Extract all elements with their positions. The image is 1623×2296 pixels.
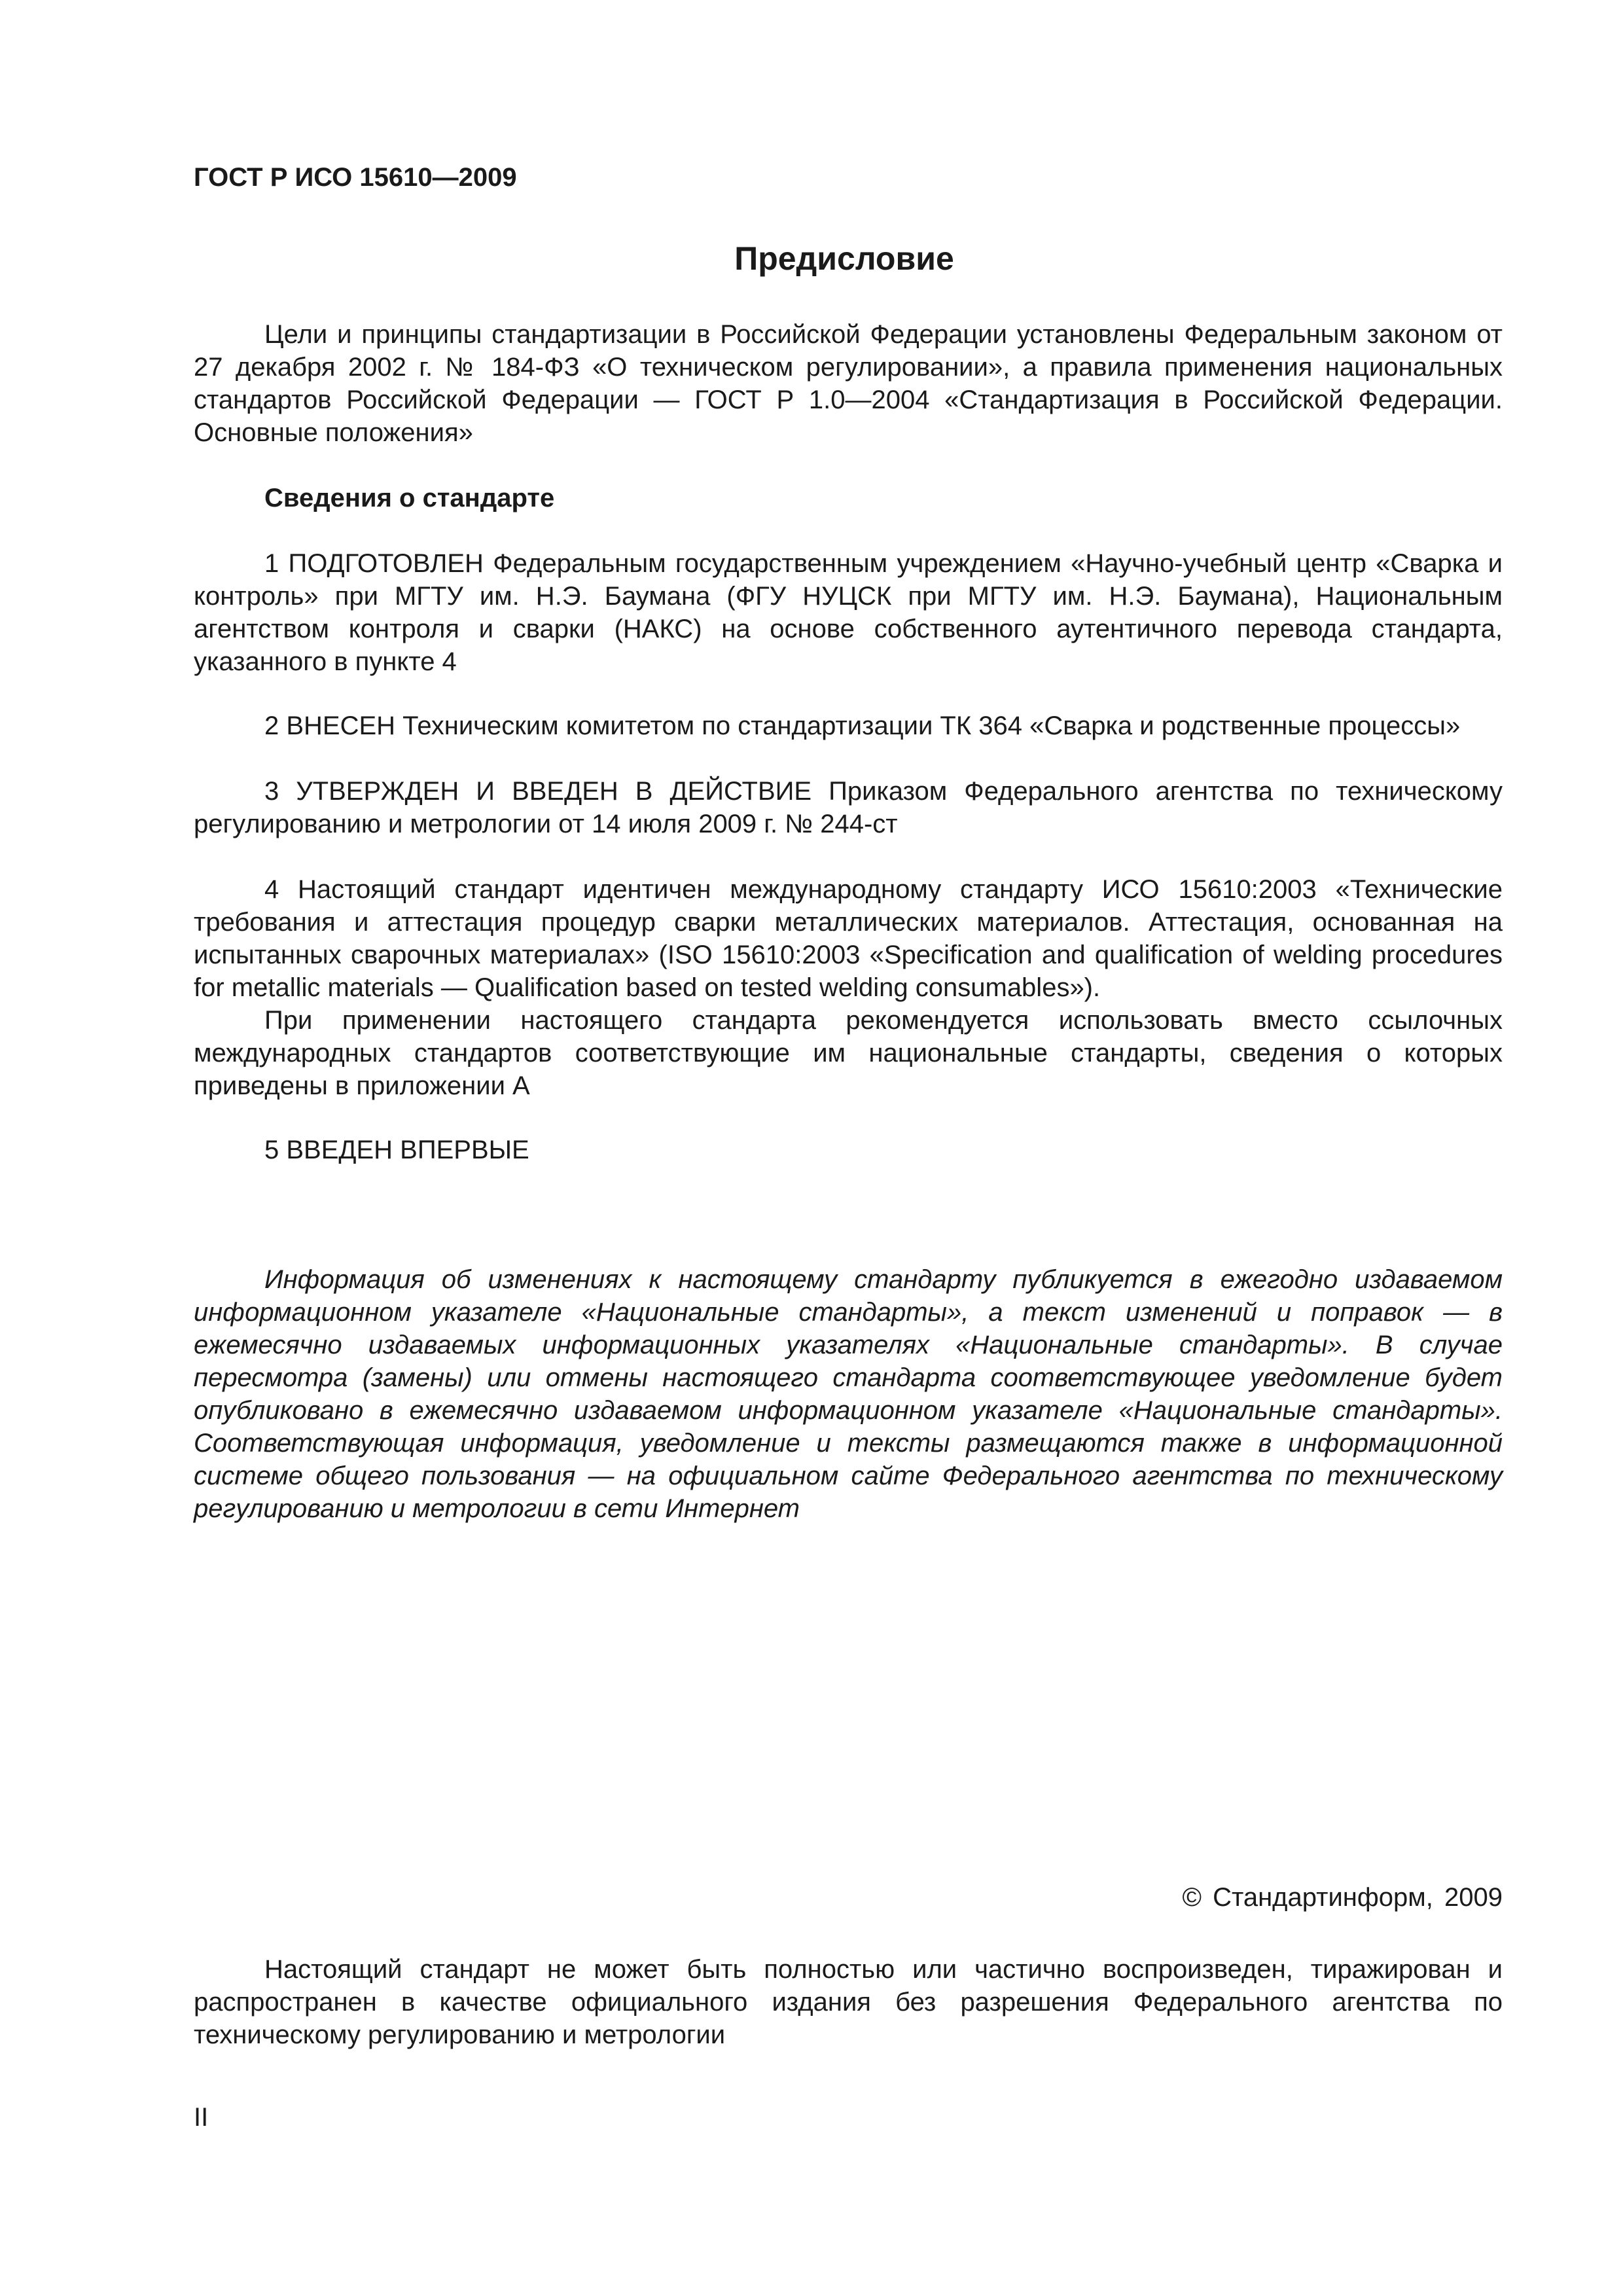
item-introduced: 2 ВНЕСЕН Техническим комитетом по стандартизации ТК 364 «Сварка и родственные процессы» xyxy=(264,711,1461,740)
copyright-line: © Стандартинформ, 2009 xyxy=(1182,1883,1503,1912)
item-identical: 4 Настоящий стандарт идентичен международному стандарту ИСО 15610:2003 «Технические требования и аттестация процедур сварки металлических материалов. Аттестация, основанная на испытанных сварочных материалах» (ISO 15610:2003 «Specification and qualification of welding procedures for metallic materials — Qualification based on tested welding consumables»). xyxy=(194,875,1503,1002)
item-prepared: 1 ПОДГОТОВЛЕН Федеральным государственным учреждением «Научно-учебный центр «Сварка и контроль» при МГТУ им. Н.Э. Баумана (ФГУ НУЦСК при МГТУ им. Н.Э. Баумана), Национальным агентством контроля и сварки (НАКС) на основе собственного аутентичного перевода стандарта, указанного в пункте 4 xyxy=(194,549,1503,676)
item-references-note: При применении настоящего стандарта рекомендуется использовать вместо ссылочных международных стандартов соответствующие им национальные стандарты, сведения о которых приведены в приложении А xyxy=(194,1006,1503,1100)
reproduction-notice: Настоящий стандарт не может быть полностью или частично воспроизведен, тиражирован и распространен в качестве официального издания без разрешения Федерального агентства по техническому регулированию и метрологии xyxy=(194,1955,1503,2049)
changes-notice: Информация об изменениях к настоящему стандарту публикуется в ежегодно издаваемом информационном указателе «Национальные стандарты», а текст изменений и поправок — в ежемесячно издаваемых информационных указателях «Национальные стандарты». В случае пересмотра (замены) или отмены настоящего стандарта соответствующее уведомление будет опубликовано в ежемесячно издаваемом информационном указателе «Национальные стандарты». Соответствующая информация, уведомление и тексты размещаются также в информационной системе общего пользования — на официальном сайте Федерального агентства по техническому регулированию и метрологии в сети Интернет xyxy=(194,1265,1503,1523)
item-approved: 3 УТВЕРЖДЕН И ВВЕДЕН В ДЕЙСТВИЕ Приказом Федерального агентства по техническому регулированию и метрологии от 14 июля 2009 г. № 244-ст xyxy=(194,777,1503,838)
intro-paragraph: Цели и принципы стандартизации в Российской Федерации установлены Федеральным законом от 27 декабря 2002 г. № 184-ФЗ «О техническом регулировании», а правила применения национальных стандартов Российской Федерации — ГОСТ Р 1.0—2004 «Стандартизация в Российской Федерации. Основные положения» xyxy=(194,320,1503,447)
standard-designation: ГОСТ Р ИСО 15610—2009 xyxy=(194,163,517,192)
item-first-introduced: 5 ВВЕДЕН ВПЕРВЫЕ xyxy=(264,1136,529,1164)
page-title: Предисловие xyxy=(734,240,954,277)
info-heading: Сведения о стандарте xyxy=(264,484,555,512)
page-number: II xyxy=(194,2103,209,2132)
